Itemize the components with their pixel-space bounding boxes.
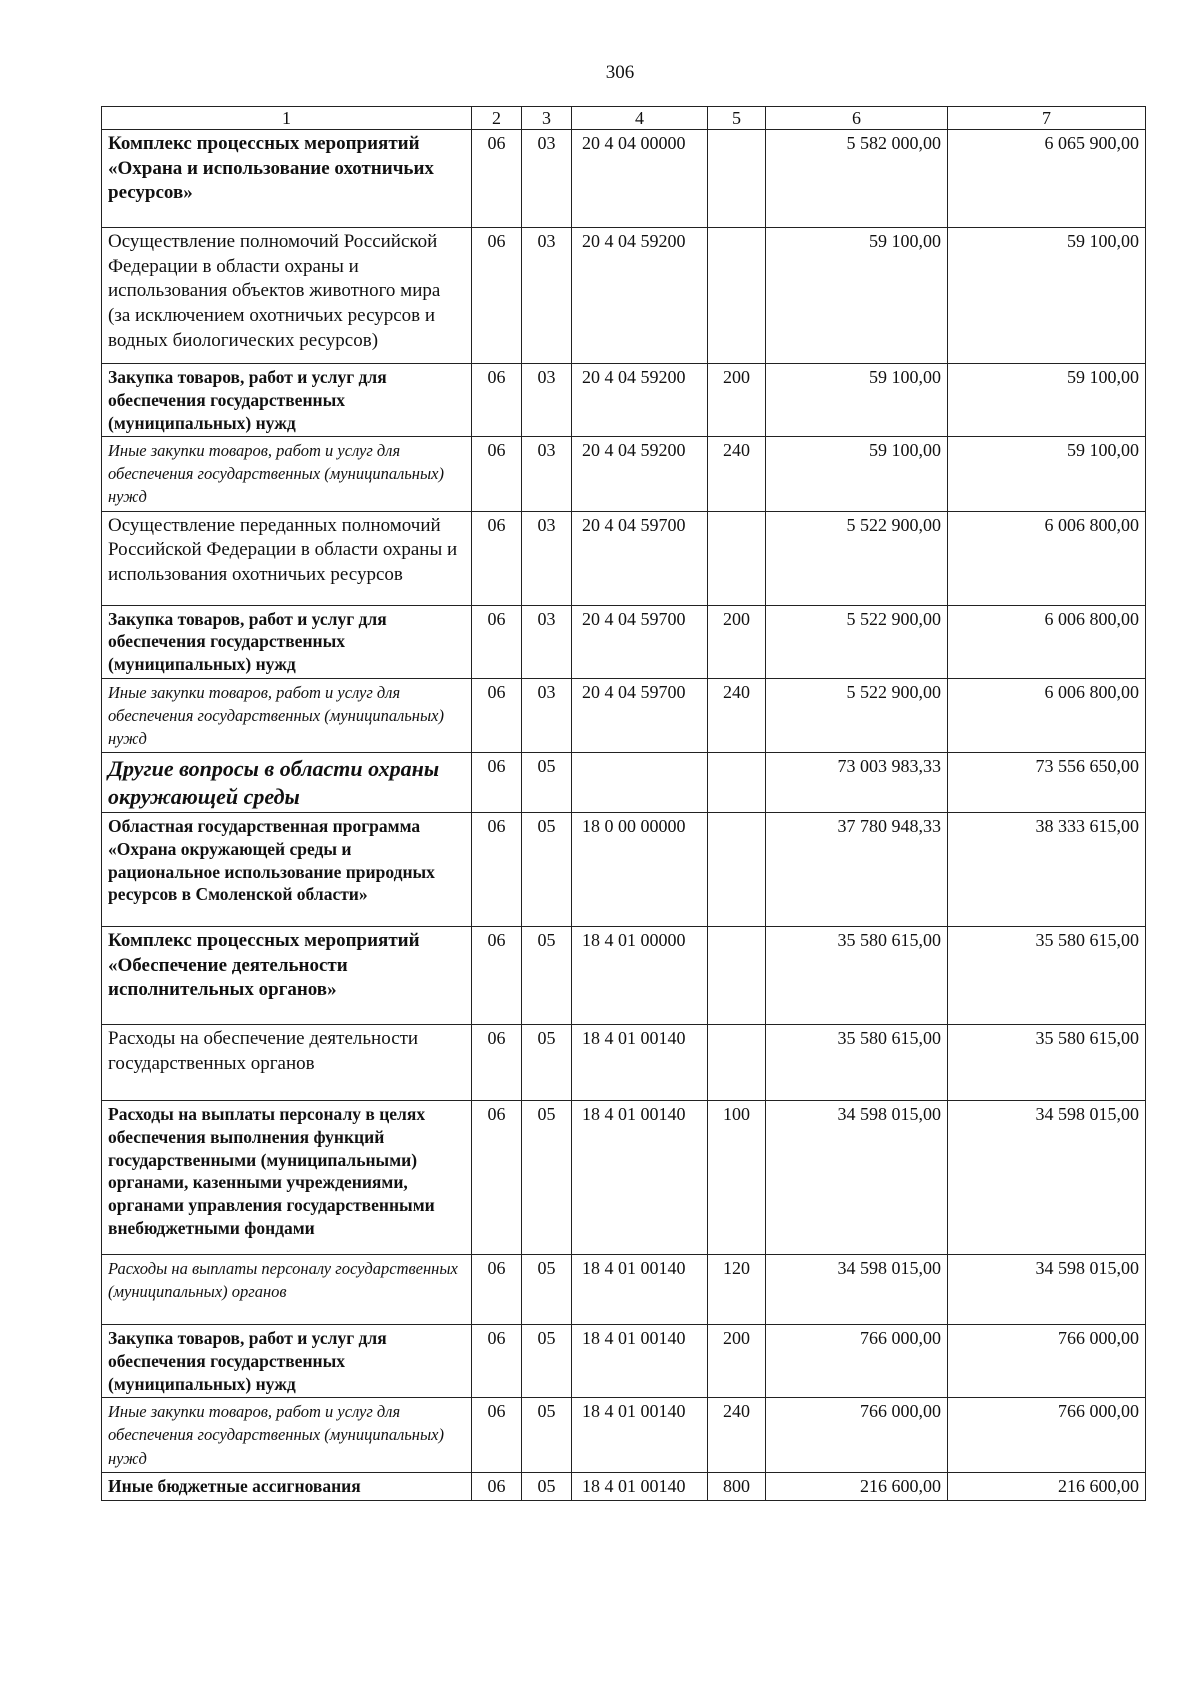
section-code-cell: 06 (472, 1398, 522, 1472)
subsection-code-cell: 03 (522, 130, 572, 228)
table-row (102, 1398, 1146, 1472)
amount-year2-cell: 38 333 615,00 (948, 813, 1146, 927)
row-name-cell: Иные бюджетные ассигнования (102, 1472, 472, 1500)
amount-year1-cell: 73 003 983,33 (766, 753, 948, 813)
column-header-5: 5 (708, 107, 766, 130)
amount-year1-cell: 766 000,00 (766, 1325, 948, 1398)
amount-year2-cell: 73 556 650,00 (948, 753, 1146, 813)
table-row (102, 130, 1146, 228)
expense-type-cell (708, 927, 766, 1025)
amount-year1-cell: 5 582 000,00 (766, 130, 948, 228)
row-name-cell: Осуществление переданных полномочий Российской Федерации в области охраны и использования охотничьих ресурсов (102, 511, 472, 605)
expense-type-cell: 120 (708, 1255, 766, 1325)
target-article-cell: 18 4 01 00140 (572, 1101, 708, 1255)
row-name-cell: Иные закупки товаров, работ и услуг для обеспечения государственных (муниципальных) нужд (102, 437, 472, 511)
amount-year2-cell: 59 100,00 (948, 364, 1146, 437)
expense-type-cell (708, 753, 766, 813)
expense-type-cell: 240 (708, 437, 766, 511)
section-code-cell: 06 (472, 813, 522, 927)
table-row (102, 364, 1146, 437)
table-row (102, 1472, 1146, 1500)
row-name-cell: Комплекс процессных мероприятий «Охрана и использование охотничьих ресурсов» (102, 130, 472, 228)
section-code-cell: 06 (472, 1472, 522, 1500)
target-article-cell: 20 4 04 59700 (572, 678, 708, 752)
amount-year1-cell: 34 598 015,00 (766, 1101, 948, 1255)
table-row (102, 813, 1146, 927)
table-row (102, 1255, 1146, 1325)
expense-type-cell (708, 511, 766, 605)
target-article-cell: 18 4 01 00000 (572, 927, 708, 1025)
amount-year2-cell: 6 006 800,00 (948, 511, 1146, 605)
section-code-cell: 06 (472, 364, 522, 437)
section-code-cell: 06 (472, 605, 522, 678)
table-row (102, 511, 1146, 605)
expense-type-cell: 200 (708, 605, 766, 678)
amount-year2-cell: 6 006 800,00 (948, 678, 1146, 752)
row-name-cell: Комплекс процессных мероприятий «Обеспечение деятельности исполнительных органов» (102, 927, 472, 1025)
target-article-cell: 18 4 01 00140 (572, 1472, 708, 1500)
subsection-code-cell: 05 (522, 753, 572, 813)
column-header-6: 6 (766, 107, 948, 130)
amount-year2-cell: 34 598 015,00 (948, 1255, 1146, 1325)
subsection-code-cell: 05 (522, 1255, 572, 1325)
expense-type-cell: 240 (708, 1398, 766, 1472)
table-row (102, 1101, 1146, 1255)
subsection-code-cell: 05 (522, 813, 572, 927)
amount-year2-cell: 35 580 615,00 (948, 1025, 1146, 1101)
table-row (102, 1025, 1146, 1101)
subsection-code-cell: 03 (522, 228, 572, 364)
target-article-cell: 20 4 04 59700 (572, 605, 708, 678)
table-row (102, 678, 1146, 752)
amount-year1-cell: 35 580 615,00 (766, 927, 948, 1025)
section-code-cell: 06 (472, 753, 522, 813)
column-header-1: 1 (102, 107, 472, 130)
amount-year1-cell: 59 100,00 (766, 437, 948, 511)
row-name-cell: Другие вопросы в области охраны окружающей среды (102, 753, 472, 813)
header-row (102, 107, 1146, 130)
expense-type-cell (708, 228, 766, 364)
section-code-cell: 06 (472, 511, 522, 605)
expense-type-cell: 100 (708, 1101, 766, 1255)
section-code-cell: 06 (472, 927, 522, 1025)
expense-type-cell: 240 (708, 678, 766, 752)
expense-type-cell: 200 (708, 364, 766, 437)
amount-year1-cell: 59 100,00 (766, 228, 948, 364)
row-name-cell: Закупка товаров, работ и услуг для обеспечения государственных (муниципальных) нужд (102, 364, 472, 437)
row-name-cell: Расходы на выплаты персоналу государственных (муниципальных) органов (102, 1255, 472, 1325)
target-article-cell: 20 4 04 59200 (572, 437, 708, 511)
table-row (102, 228, 1146, 364)
target-article-cell: 18 4 01 00140 (572, 1255, 708, 1325)
subsection-code-cell: 05 (522, 1398, 572, 1472)
amount-year1-cell: 5 522 900,00 (766, 678, 948, 752)
row-name-cell: Закупка товаров, работ и услуг для обеспечения государственных (муниципальных) нужд (102, 1325, 472, 1398)
target-article-cell: 18 0 00 00000 (572, 813, 708, 927)
target-article-cell: 18 4 01 00140 (572, 1025, 708, 1101)
row-name-cell: Расходы на обеспечение деятельности государственных органов (102, 1025, 472, 1101)
table-row (102, 1325, 1146, 1398)
amount-year1-cell: 34 598 015,00 (766, 1255, 948, 1325)
subsection-code-cell: 03 (522, 605, 572, 678)
column-header-4: 4 (572, 107, 708, 130)
section-code-cell: 06 (472, 1101, 522, 1255)
target-article-cell: 20 4 04 59200 (572, 364, 708, 437)
section-code-cell: 06 (472, 1255, 522, 1325)
amount-year2-cell: 766 000,00 (948, 1398, 1146, 1472)
table-row (102, 605, 1146, 678)
expense-type-cell: 200 (708, 1325, 766, 1398)
column-header-3: 3 (522, 107, 572, 130)
subsection-code-cell: 05 (522, 1472, 572, 1500)
section-code-cell: 06 (472, 1325, 522, 1398)
expense-type-cell (708, 1025, 766, 1101)
section-code-cell: 06 (472, 678, 522, 752)
subsection-code-cell: 05 (522, 927, 572, 1025)
table-row (102, 753, 1146, 813)
section-code-cell: 06 (472, 437, 522, 511)
section-code-cell: 06 (472, 228, 522, 364)
subsection-code-cell: 05 (522, 1101, 572, 1255)
page-number: 306 (605, 62, 635, 83)
column-header-2: 2 (472, 107, 522, 130)
table-row (102, 437, 1146, 511)
target-article-cell: 20 4 04 59700 (572, 511, 708, 605)
amount-year2-cell: 766 000,00 (948, 1325, 1146, 1398)
row-name-cell: Осуществление полномочий Российской Федерации в области охраны и использования объектов животного мира (за исключением охотничьих ресурсов и водных биологических ресурсов) (102, 228, 472, 364)
target-article-cell (572, 753, 708, 813)
expense-type-cell: 800 (708, 1472, 766, 1500)
target-article-cell: 18 4 01 00140 (572, 1398, 708, 1472)
amount-year2-cell: 59 100,00 (948, 437, 1146, 511)
target-article-cell: 20 4 04 59200 (572, 228, 708, 364)
subsection-code-cell: 03 (522, 437, 572, 511)
amount-year1-cell: 35 580 615,00 (766, 1025, 948, 1101)
table-body (102, 130, 1146, 1501)
table-row (102, 927, 1146, 1025)
amount-year1-cell: 37 780 948,33 (766, 813, 948, 927)
amount-year1-cell: 766 000,00 (766, 1398, 948, 1472)
column-header-7: 7 (948, 107, 1146, 130)
amount-year2-cell: 216 600,00 (948, 1472, 1146, 1500)
amount-year1-cell: 59 100,00 (766, 364, 948, 437)
amount-year1-cell: 5 522 900,00 (766, 511, 948, 605)
row-name-cell: Расходы на выплаты персоналу в целях обеспечения выполнения функций государственными (муниципальными) органами, казенными учреждениями, органами управления государственными внебюджетными фондами (102, 1101, 472, 1255)
amount-year2-cell: 35 580 615,00 (948, 927, 1146, 1025)
expense-type-cell (708, 813, 766, 927)
amount-year1-cell: 216 600,00 (766, 1472, 948, 1500)
target-article-cell: 20 4 04 00000 (572, 130, 708, 228)
row-name-cell: Иные закупки товаров, работ и услуг для обеспечения государственных (муниципальных) нужд (102, 1398, 472, 1472)
target-article-cell: 18 4 01 00140 (572, 1325, 708, 1398)
section-code-cell: 06 (472, 130, 522, 228)
subsection-code-cell: 03 (522, 678, 572, 752)
expense-type-cell (708, 130, 766, 228)
amount-year1-cell: 5 522 900,00 (766, 605, 948, 678)
subsection-code-cell: 05 (522, 1025, 572, 1101)
amount-year2-cell: 34 598 015,00 (948, 1101, 1146, 1255)
amount-year2-cell: 59 100,00 (948, 228, 1146, 364)
amount-year2-cell: 6 006 800,00 (948, 605, 1146, 678)
budget-table (101, 106, 1146, 1501)
subsection-code-cell: 05 (522, 1325, 572, 1398)
subsection-code-cell: 03 (522, 511, 572, 605)
section-code-cell: 06 (472, 1025, 522, 1101)
row-name-cell: Закупка товаров, работ и услуг для обеспечения государственных (муниципальных) нужд (102, 605, 472, 678)
row-name-cell: Областная государственная программа «Охрана окружающей среды и рациональное использование природных ресурсов в Смоленской области» (102, 813, 472, 927)
row-name-cell: Иные закупки товаров, работ и услуг для обеспечения государственных (муниципальных) нужд (102, 678, 472, 752)
subsection-code-cell: 03 (522, 364, 572, 437)
amount-year2-cell: 6 065 900,00 (948, 130, 1146, 228)
